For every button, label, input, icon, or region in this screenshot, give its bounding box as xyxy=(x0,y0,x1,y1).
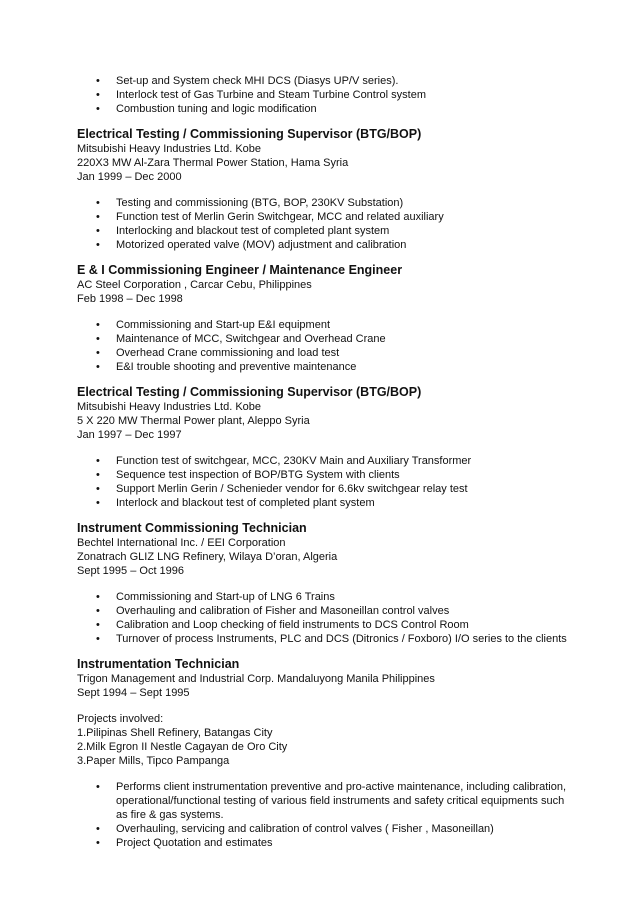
job-company: Trigon Management and Industrial Corp. Mandaluyong Manila Philippines xyxy=(77,673,435,685)
projects-label: Projects involved: xyxy=(77,713,164,725)
bullet-item: • Sequence test inspection of BOP/BTG System with clients xyxy=(77,468,577,482)
job-title: Electrical Testing / Commissioning Supervisor (BTG/BOP) xyxy=(77,127,422,141)
bullet-item: • Interlock and blackout test of completed plant system xyxy=(77,496,577,510)
job-title: Instrumentation Technician xyxy=(77,657,240,671)
project-item: 3.Paper Mills, Tipco Pampanga xyxy=(77,755,230,767)
job-title: Electrical Testing / Commissioning Supervisor (BTG/BOP) xyxy=(77,385,422,399)
job-dates: Feb 1998 – Dec 1998 xyxy=(77,293,183,305)
bullet-item: • Testing and commissioning (BTG, BOP, 230KV Substation) xyxy=(77,196,577,210)
bullet-item: • Interlocking and blackout test of completed plant system xyxy=(77,224,577,238)
resume-content xyxy=(77,74,577,850)
bullet-item: • Combustion tuning and logic modification xyxy=(77,102,577,116)
job-title: E & I Commissioning Engineer / Maintenance Engineer xyxy=(77,263,403,277)
job-company: Mitsubishi Heavy Industries Ltd. Kobe xyxy=(77,143,262,155)
bullet-item: • Calibration and Loop checking of field instruments to DCS Control Room xyxy=(77,618,577,632)
bullet-item: • Project Quotation and estimates xyxy=(77,836,577,850)
bullet-item: • Maintenance of MCC, Switchgear and Overhead Crane xyxy=(77,332,577,346)
job-location: 220X3 MW Al-Zara Thermal Power Station, Hama Syria xyxy=(77,157,349,169)
job-entry xyxy=(77,384,577,510)
job-bullet-list xyxy=(77,318,577,374)
bullet-item: • Function test of Merlin Gerin Switchgear, MCC and related auxiliary xyxy=(77,210,577,224)
bullet-item: • Overhauling and calibration of Fisher and Masoneillan control valves xyxy=(77,604,577,618)
project-item: 2.Milk Egron II Nestle Cagayan de Oro City xyxy=(77,741,288,753)
bullet-item: • Overhead Crane commissioning and load test xyxy=(77,346,577,360)
job-entry xyxy=(77,520,577,646)
job-location: 5 X 220 MW Thermal Power plant, Aleppo Syria xyxy=(77,415,310,427)
job-location: Zonatrach GLIZ LNG Refinery, Wilaya D’oran, Algeria xyxy=(77,551,338,563)
bullet-item: • Interlock test of Gas Turbine and Steam Turbine Control system xyxy=(77,88,577,102)
bullet-item: • Commissioning and Start-up of LNG 6 Trains xyxy=(77,590,577,604)
job-bullet-list xyxy=(77,196,577,252)
job-entry xyxy=(77,126,577,252)
bullet-item: • Motorized operated valve (MOV) adjustment and calibration xyxy=(77,238,577,252)
bullet-item: • Overhauling, servicing and calibration of control valves ( Fisher , Masoneillan) xyxy=(77,822,577,836)
job-entry xyxy=(77,656,577,850)
job-dates: Sept 1994 – Sept 1995 xyxy=(77,687,190,699)
job-dates: Sept 1995 – Oct 1996 xyxy=(77,565,185,577)
job-company: AC Steel Corporation , Carcar Cebu, Philippines xyxy=(77,279,312,291)
top-bullet-list xyxy=(77,74,577,116)
project-item: 1.Pilipinas Shell Refinery, Batangas City xyxy=(77,727,273,739)
bullet-item: • Support Merlin Gerin / Schenieder vendor for 6.6kv switchgear relay test xyxy=(77,482,577,496)
job-title: Instrument Commissioning Technician xyxy=(77,521,307,535)
bullet-item: • Turnover of process Instruments, PLC and DCS (Ditronics / Foxboro) I/O series to the clients xyxy=(77,632,577,646)
bullet-item: • Function test of switchgear, MCC, 230KV Main and Auxiliary Transformer xyxy=(77,454,577,468)
job-company: Mitsubishi Heavy Industries Ltd. Kobe xyxy=(77,401,262,413)
job-bullet-list xyxy=(77,590,577,646)
job-company: Bechtel International Inc. / EEI Corporation xyxy=(77,537,286,549)
job-entry xyxy=(77,262,577,374)
bullet-item: • Commissioning and Start-up E&I equipment xyxy=(77,318,577,332)
job-bullet-list xyxy=(77,454,577,510)
bullet-item: • Performs client instrumentation preventive and pro-active maintenance, including calibration, operational/functional testing of various field instruments and safety critical equipments such as fire & gas systems. xyxy=(77,780,577,822)
bullet-item: • E&I trouble shooting and preventive maintenance xyxy=(77,360,577,374)
job-bullet-list xyxy=(77,780,577,850)
job-dates: Jan 1997 – Dec 1997 xyxy=(77,429,182,441)
job-dates: Jan 1999 – Dec 2000 xyxy=(77,171,182,183)
bullet-item: • Set-up and System check MHI DCS (Diasys UP/V series). xyxy=(77,74,577,88)
